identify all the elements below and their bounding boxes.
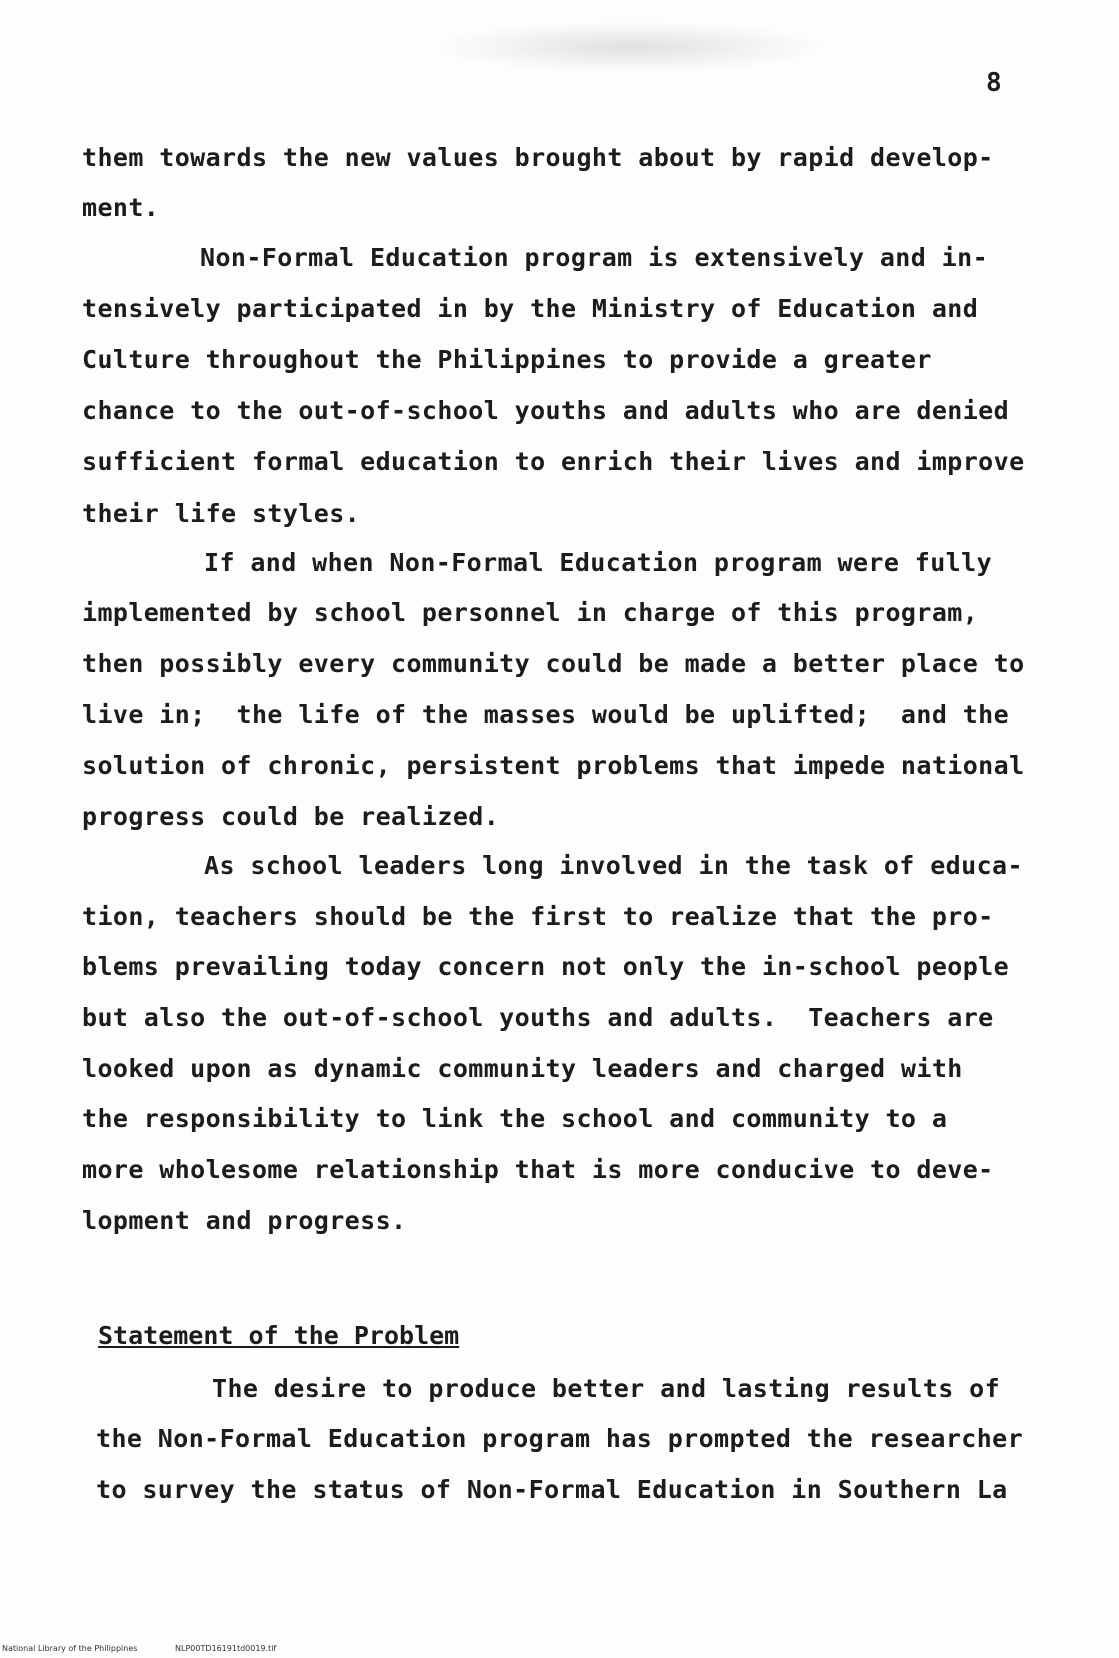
text-line: live in; the life of the masses would be uplifted; and the xyxy=(82,700,1010,729)
text-line: then possibly every community could be made a better place to xyxy=(82,649,1025,678)
text-line: ment. xyxy=(82,193,160,222)
text-line: to survey the status of Non-Formal Education in Southern La xyxy=(96,1475,1008,1504)
text-line: chance to the out-of-school youths and adults who are denied xyxy=(82,396,1010,425)
text-line: blems prevailing today concern not only the in-school people xyxy=(82,952,1010,981)
text-line: more wholesome relationship that is more conducive to deve- xyxy=(82,1155,994,1184)
text-line: solution of chronic, persistent problems that impede national xyxy=(82,751,1025,780)
footer-filename: NLP00TD16191td0019.tif xyxy=(175,1644,277,1653)
text-line: looked upon as dynamic community leaders and charged with xyxy=(82,1054,963,1083)
footer-library: National Library of the Philippines xyxy=(2,1644,138,1653)
scan-smudge xyxy=(440,22,820,72)
text-line: them towards the new values brought about by rapid develop- xyxy=(82,143,994,172)
text-line: the responsibility to link the school and community to a xyxy=(82,1104,948,1133)
section-heading: Statement of the Problem xyxy=(98,1321,460,1350)
text-line: Non-Formal Education program is extensively and in- xyxy=(200,243,989,272)
text-line: tensively participated in by the Ministry of Education and xyxy=(82,294,979,323)
text-line: the Non-Formal Education program has prompted the researcher xyxy=(96,1424,1024,1453)
text-line: implemented by school personnel in charge of this program, xyxy=(82,598,979,627)
text-line: their life styles. xyxy=(82,499,361,528)
text-line: Culture throughout the Philippines to provide a greater xyxy=(82,345,932,374)
text-line: The desire to produce better and lasting results of xyxy=(212,1374,1001,1403)
text-line: sufficient formal education to enrich their lives and improve xyxy=(82,447,1025,476)
text-line: progress could be realized. xyxy=(82,802,500,831)
text-line: As school leaders long involved in the task of educa- xyxy=(204,851,1023,880)
text-line: lopment and progress. xyxy=(82,1206,407,1235)
text-line: If and when Non-Formal Education program were fully xyxy=(204,548,993,577)
page-number: 8 xyxy=(986,68,1002,98)
text-line: but also the out-of-school youths and adults. Teachers are xyxy=(82,1003,994,1032)
text-line: tion, teachers should be the first to realize that the pro- xyxy=(82,902,994,931)
